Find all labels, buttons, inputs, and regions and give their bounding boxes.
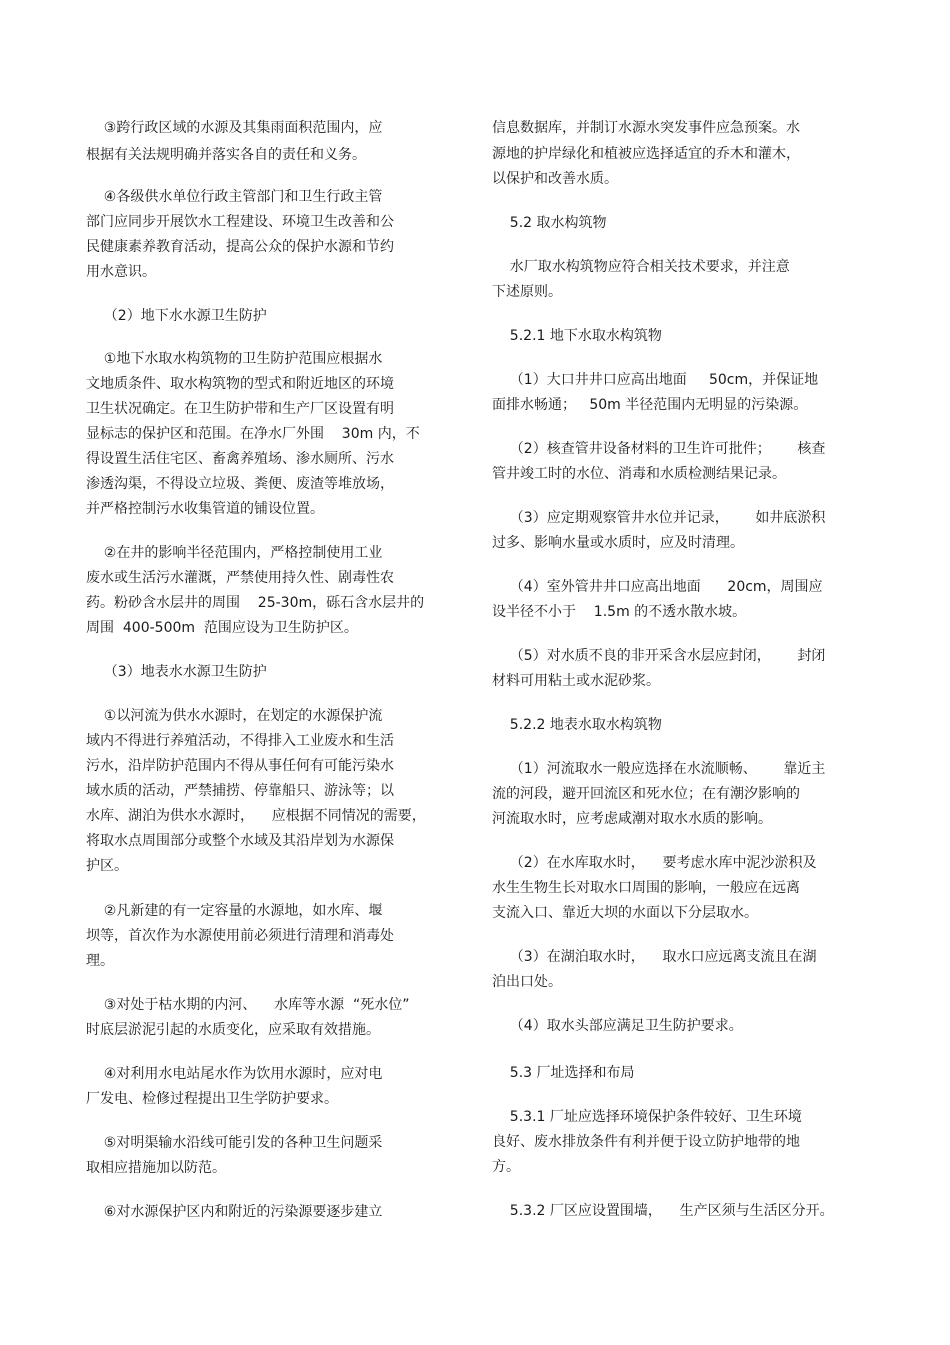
text-line: 得设置生活住宅区、畜禽养殖场、渗水厕所、污水 bbox=[86, 451, 394, 467]
section-heading: 5.3 厂址选择和布局 bbox=[492, 1065, 635, 1081]
text-line: （4）取水头部应满足卫生防护要求。 bbox=[492, 1018, 743, 1034]
text-line: 水厂取水构筑物应符合相关技术要求，并注意 bbox=[492, 259, 790, 275]
section-heading: 5.2.1 地下水取水构筑物 bbox=[492, 328, 662, 344]
text-line: ④各级供水单位行政主管部门和卫生行政主管 bbox=[86, 189, 383, 205]
text-line: 域内不得进行养殖活动，不得排入工业废水和生活 bbox=[86, 733, 394, 749]
text-line: 河流取水时，应考虑咸潮对取水水质的影响。 bbox=[492, 811, 772, 827]
text-line: 显标志的保护区和范围。在净水厂外围 30m 内，不 bbox=[86, 426, 420, 442]
text-line: 信息数据库，并制订水源水突发事件应急预案。水 bbox=[492, 120, 800, 136]
text-line: 良好、废水排放条件有利并便于设立防护地带的地 bbox=[492, 1134, 800, 1150]
text-line: ④对利用水电站尾水作为饮用水源时，应对电 bbox=[86, 1066, 383, 1082]
section-heading: （3）地表水水源卫生防护 bbox=[86, 664, 267, 680]
text-line: 设半径不小于 1.5m 的不透水散水坡。 bbox=[492, 604, 747, 620]
text-line: ①以河流为供水水源时，在划定的水源保护流 bbox=[86, 708, 383, 724]
text-line: 废水或生活污水灌溉，严禁使用持久性、剧毒性农 bbox=[86, 570, 394, 586]
text-line: 渗透沟渠，不得设立垃圾、粪便、废渣等堆放场， bbox=[86, 476, 394, 492]
text-line: 厂发电、检修过程提出卫生学防护要求。 bbox=[86, 1091, 338, 1107]
text-line: ②在井的影响半径范围内，严格控制使用工业 bbox=[86, 545, 383, 561]
text-line: 源地的护岸绿化和植被应选择适宜的乔木和灌木， bbox=[492, 146, 800, 162]
text-line: ①地下水取水构筑物的卫生防护范围应根据水 bbox=[86, 351, 383, 367]
text-line: ③跨行政区域的水源及其集雨面积范围内，应 bbox=[86, 120, 383, 136]
text-line: 面排水畅通； 50m 半径范围内无明显的污染源。 bbox=[492, 397, 808, 413]
text-line: 域水质的活动，严禁捕捞、停靠船只、游泳等；以 bbox=[86, 783, 394, 799]
text-line: （1）大口井井口应高出地面 50cm，并保证地 bbox=[492, 372, 819, 388]
text-line: （2）在水库取水时， 要考虑水库中泥沙淤积及 bbox=[492, 855, 817, 871]
text-line: 过多、影响水量或水质时，应及时清理。 bbox=[492, 535, 744, 551]
text-line: 以保护和改善水质。 bbox=[492, 171, 618, 187]
text-line: 民健康素养教育活动，提高公众的保护水源和节约 bbox=[86, 239, 394, 255]
text-line: 方。 bbox=[492, 1159, 520, 1175]
text-line: 用水意识。 bbox=[86, 264, 156, 280]
text-line: 部门应同步开展饮水工程建设、环境卫生改善和公 bbox=[86, 214, 394, 230]
text-line: 理。 bbox=[86, 953, 114, 969]
text-line: 管井竣工时的水位、消毒和水质检测结果记录。 bbox=[492, 466, 786, 482]
text-line: ⑤对明渠输水沿线可能引发的各种卫生问题采 bbox=[86, 1135, 383, 1151]
text-line: ②凡新建的有一定容量的水源地，如水库、堰 bbox=[86, 903, 383, 919]
text-line: （5）对水质不良的非开采含水层应封闭， 封闭 bbox=[492, 648, 826, 664]
text-line: 水库、湖泊为供水水源时， 应根据不同情况的需要， bbox=[86, 808, 426, 824]
section-heading: 5.2 取水构筑物 bbox=[492, 215, 607, 231]
text-line: 并严格控制污水收集管道的铺设位置。 bbox=[86, 501, 324, 517]
text-line: 根据有关法规明确并落实各自的责任和义务。 bbox=[86, 147, 366, 163]
text-line: 泊出口处。 bbox=[492, 974, 562, 990]
text-line: 药。粉砂含水层井的周围 25-30m，砾石含水层井的 bbox=[86, 595, 425, 611]
text-line: ③对处于枯水期的内河、 水库等水源 “死水位” bbox=[86, 997, 410, 1013]
text-line: （2）核查管井设备材料的卫生许可批件； 核查 bbox=[492, 441, 826, 457]
text-line: ⑥对水源保护区内和附近的污染源要逐步建立 bbox=[86, 1204, 383, 1220]
text-line: （3）应定期观察管井水位并记录， 如井底淤积 bbox=[492, 510, 826, 526]
text-line: （4）室外管井井口应高出地面 20cm，周围应 bbox=[492, 579, 823, 595]
text-line: 护区。 bbox=[86, 858, 128, 874]
text-line: 5.3.2 厂区应设置围墙， 生产区须与生活区分开。 bbox=[492, 1203, 834, 1219]
text-line: 支流入口、靠近大坝的水面以下分层取水。 bbox=[492, 905, 758, 921]
text-line: 水生生物生长对取水口周围的影响，一般应在远离 bbox=[492, 880, 800, 896]
section-heading: （2）地下水水源卫生防护 bbox=[86, 308, 267, 324]
text-line: （1）河流取水一般应选择在水流顺畅、 靠近主 bbox=[492, 761, 826, 777]
text-line: 流的河段，避开回流区和死水位；在有潮汐影响的 bbox=[492, 786, 800, 802]
text-line: 下述原则。 bbox=[492, 284, 562, 300]
text-line: 将取水点周围部分或整个水域及其沿岸划为水源保 bbox=[86, 833, 394, 849]
text-line: 坝等，首次作为水源使用前必须进行清理和消毒处 bbox=[86, 928, 394, 944]
section-heading: 5.2.2 地表水取水构筑物 bbox=[492, 717, 662, 733]
text-line: 周围 400-500m 范围应设为卫生防护区。 bbox=[86, 620, 358, 636]
text-line: 卫生状况确定。在卫生防护带和生产厂区设置有明 bbox=[86, 401, 394, 417]
text-line: （3）在湖泊取水时， 取水口应远离支流且在湖 bbox=[492, 949, 817, 965]
text-line: 文地质条件、取水构筑物的型式和附近地区的环境 bbox=[86, 376, 394, 392]
text-line: 材料可用粘土或水泥砂浆。 bbox=[492, 673, 660, 689]
text-line: 时底层淤泥引起的水质变化，应采取有效措施。 bbox=[86, 1022, 380, 1038]
text-line: 取相应措施加以防范。 bbox=[86, 1160, 226, 1176]
text-line: 5.3.1 厂址应选择环境保护条件较好、卫生环境 bbox=[492, 1109, 802, 1125]
text-line: 污水，沿岸防护范围内不得从事任何有可能污染水 bbox=[86, 758, 394, 774]
